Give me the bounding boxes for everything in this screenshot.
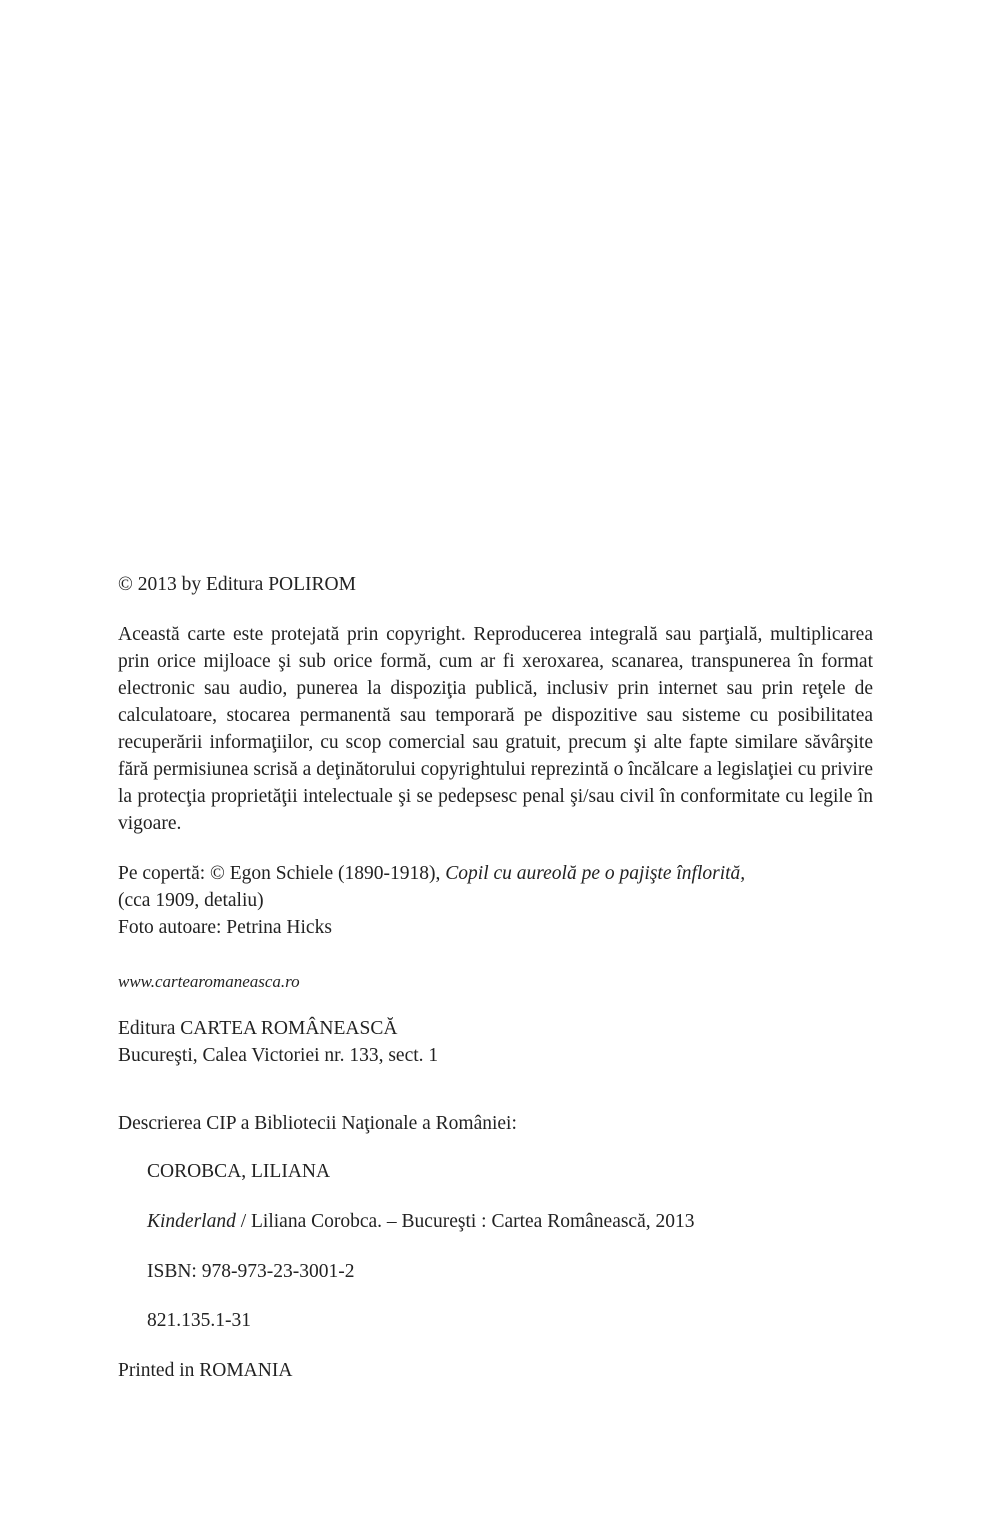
cover-painting-title: Copil cu aureolă pe o pajişte înflorită, (445, 863, 746, 884)
cip-isbn: ISBN: 978-973-23-3001-2 (147, 1261, 355, 1282)
cip-author: COROBCA, LILIANA (147, 1161, 331, 1182)
publisher-name: Editura CARTEA ROMÂNEASCĂ (118, 1018, 398, 1039)
publisher-address: Bucureşti, Calea Victoriei nr. 133, sect. 1 (118, 1045, 439, 1066)
cover-credit-prefix: Pe copertă: © Egon Schiele (1890-1918), (118, 863, 446, 884)
printed-in: Printed in ROMANIA (118, 1360, 293, 1381)
cip-book-details: / Liliana Corobca. – Bucureşti : Cartea Românească, 2013 (235, 1211, 695, 1232)
cip-book (147, 1208, 695, 1235)
copyright-notice: Această carte este protejată prin copyright. Reproducerea integrală sau parţială, multiplicarea prin orice mijloace şi sub orice formă, cum ar fi xeroxarea, scanarea, transpunerea în format electronic sau audio, punerea la dispoziţia publică, inclusiv prin internet sau prin reţele de calculatoare, stocarea permanentă sau temporară pe dispozitive sau sisteme cu posibilitatea recuperării informaţiilor, cu scop comercial sau gratuit, precum şi alte fapte similare săvârşite fără permisiunea scrisă a deţinătorului copyrightului reprezintă o încălcare a legislaţiei cu privire la protecţia proprietăţii intelectuale şi se pedepsesc penal şi/sau civil în conformitate cu legile în vigoare. (118, 624, 873, 834)
cip-heading: Descrierea CIP a Bibliotecii Naţionale a României: (118, 1113, 517, 1134)
website-link: www.cartearomaneasca.ro (118, 972, 300, 991)
cip-classification: 821.135.1-31 (147, 1310, 251, 1331)
photo-credit: Foto autoare: Petrina Hicks (118, 917, 332, 938)
cover-credit-line-1 (118, 860, 745, 887)
cover-credit (118, 860, 745, 941)
cover-credit-suffix: (cca 1909, detaliu) (118, 890, 264, 911)
publisher-info (118, 1015, 438, 1069)
cip-book-title: Kinderland (147, 1211, 236, 1232)
copyright-line: © 2013 by Editura POLIROM (118, 574, 356, 595)
